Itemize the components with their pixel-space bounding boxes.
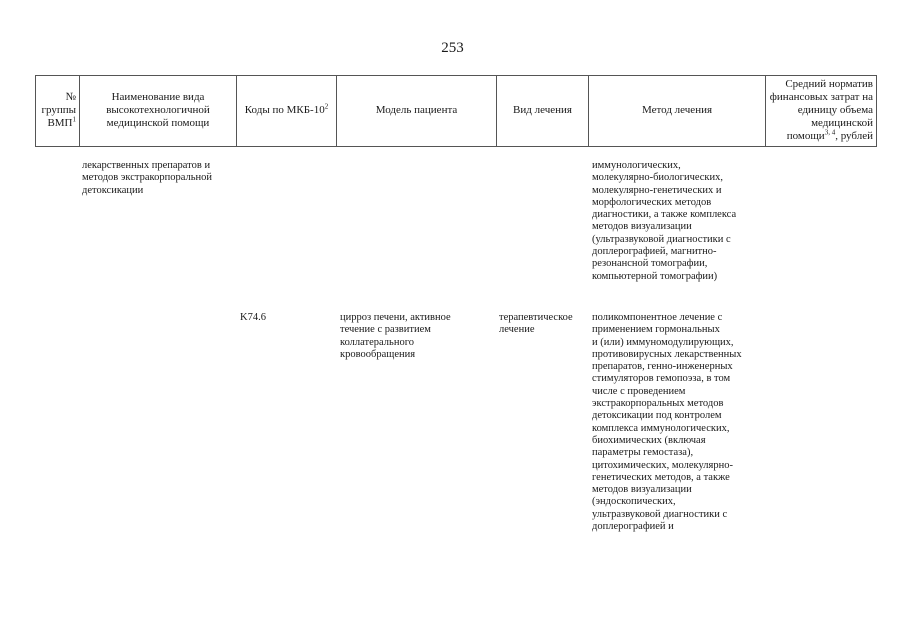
- row-2-icd-code: K74.6: [240, 312, 266, 323]
- header-patient-model: Модель пациента: [375, 104, 458, 116]
- header-treatment-type: Вид лечения: [513, 104, 572, 116]
- row-2-treatment-method: поликомпонентное лечение с применением гормональных и (или) иммуномодулирующих, противовирусных лекарственных препаратов, генно-инженерных стимуляторов гемопоэза, в том числе с проведением экстракорпоральных методов детоксикации под контролем комплекса иммунологических, биохимических (включая параметры гемостаза), цитохимических, молекулярно- генетических методов, а также методов визуализации (эндоскопических, ультразвуковой диагностики с доплерографией и: [592, 312, 742, 533]
- table-header-bottom-rule: [35, 146, 877, 147]
- header-financial-norm: Средний норматив финансовых затрат на единицу объема медицинской помощи$^{3, 4}$, рублей: [769, 78, 873, 142]
- header-treatment-method: Метод лечения: [641, 104, 713, 116]
- row-2-patient-model: цирроз печени, активное течение с развитием коллатерального кровообращения: [340, 312, 451, 360]
- header-icd-codes: Коды по МКБ-$10^2$: [244, 102, 329, 116]
- header-vmp-name: Наименование вида высокотехнологичной медицинской помощи: [106, 91, 210, 129]
- page-number: 253: [441, 40, 464, 56]
- row-1-vmp-name: лекарственных препаратов и методов экстракорпоральной детоксикации: [82, 160, 212, 196]
- header-group-number: № группы ВМП$^1$: [41, 91, 76, 129]
- row-2-treatment-type: терапевтическое лечение: [499, 312, 573, 336]
- row-1-treatment-method: иммунологических, молекулярно-биологических, молекулярно-генетических и морфологических методов диагностики, а также комплекса методов визуализации (ультразвуковой диагностики с доплерографией, магнитно- резонансной томографии, компьютерной томографии): [592, 160, 737, 282]
- header-border-right: [876, 75, 877, 146]
